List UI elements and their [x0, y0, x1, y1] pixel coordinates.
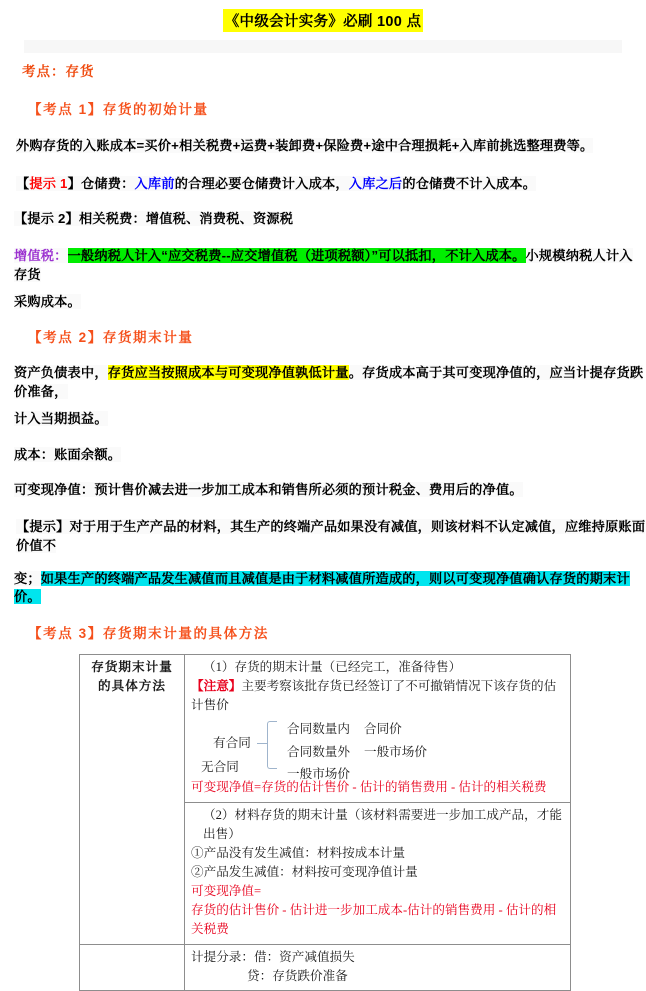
tip1-line — [16, 176, 536, 191]
nrv-definition: 可变现净值：预计售价减去进一步加工成本和销售所必须的预计税金、费用后的净值。 — [14, 482, 523, 498]
kd2-tip-line1: 【提示】对于用于生产产品的材料，其生产的终端产品如果没有减值，则该材料不认定减值，应维持原账面价值不 — [16, 519, 646, 553]
heading-kaodian-2: 【考点 2】存货期末计量 — [28, 330, 194, 346]
cost-definition: 成本：账面余额。 — [14, 446, 122, 462]
branch-label-with-contract: 有合同 — [213, 736, 251, 751]
table-cell-row3 — [185, 944, 571, 990]
row1-line1: （1）存货的期末计量（已经完工，准备待售） — [203, 660, 462, 675]
paragraph-cost-definition — [0, 446, 646, 465]
table-cell-row1 — [185, 655, 571, 803]
tip1-blue-a: 入库前 — [134, 175, 175, 191]
branch-row-1-right: 合同价 — [363, 722, 402, 737]
tip1-text-a: 仓储费： — [80, 175, 135, 191]
table-row-label-empty — [80, 944, 185, 990]
branch-row-2 — [287, 743, 427, 762]
row2-line5: 存货的估计售价 - 估计进一步加工成本-估计的销售费用 - 估计的相关税费 — [191, 903, 557, 937]
note-tag: 【注意】 — [191, 679, 242, 694]
row1-note — [191, 677, 564, 715]
decorative-band — [24, 40, 622, 53]
tip1-blue-b: 入库之后 — [348, 175, 403, 191]
branch-row-2-right: 一般市场价 — [363, 745, 427, 760]
brace-tick-icon — [257, 743, 267, 744]
vat-highlight: 一般纳税人计入“应交税费--应交增值税（进项税额）”可以抵扣，不计入成本。 — [67, 248, 526, 264]
tip1-bracket-open: 【 — [16, 175, 30, 191]
row1-formula: 可变现净值=存货的估计售价 - 估计的销售费用 - 估计的相关税费 — [191, 780, 547, 795]
table-cell-row2 — [185, 802, 571, 944]
document-title-wrap — [0, 0, 646, 32]
row2-line3: ②产品发生减值：材料按可变现净值计量 — [191, 865, 418, 879]
brace-icon — [267, 721, 277, 769]
kd2-line1 — [14, 365, 643, 399]
tip1-bracket-close: 】 — [67, 175, 81, 191]
paragraph-kd2-line1 — [0, 364, 646, 401]
vat-label: 增值税： — [14, 248, 68, 264]
branch-label-no-contract: 无合同 — [201, 760, 239, 775]
row2-line4: 可变现净值= — [191, 884, 262, 899]
kd2-tip-line2-pre: 变； — [14, 570, 41, 586]
row2-line2: ①产品没有发生减值：材料按成本计量 — [191, 845, 406, 860]
row3-line1: 计提分录：借：资产减值损失 — [191, 949, 355, 964]
paragraph-initial-cost — [0, 137, 646, 156]
heading-kaodian-1: 【考点 1】存货的初始计量 — [28, 102, 209, 117]
topic-label: 考点：存货 — [22, 64, 95, 79]
table-wrap — [79, 654, 646, 991]
tip1-text-b: 的合理必要仓储费计入成本， — [174, 175, 349, 191]
vat-line — [14, 248, 633, 282]
paragraph-nrv-definition — [0, 481, 646, 500]
table-row — [80, 655, 571, 803]
note-text: 主要考察该批存货已经签订了不可撤销情况下该存货的估计售价 — [191, 679, 557, 713]
kd2-line2: 计入当期损益。 — [14, 410, 108, 426]
vat-line2: 采购成本。 — [14, 293, 81, 309]
paragraph-kd2-tip-line2 — [0, 570, 646, 607]
branch-row-1 — [287, 720, 402, 739]
tip2-text: 【提示 2】相关税费：增值税、消费税、资源税 — [14, 211, 294, 227]
kd2-line1-highlight: 存货应当按照成本与可变现净值孰低计量 — [107, 365, 349, 381]
paragraph-kd2-line2 — [0, 410, 646, 429]
paragraph-vat-line2 — [0, 293, 646, 312]
inventory-measurement-table — [79, 654, 571, 991]
branch-row-2-left: 合同数量外 — [287, 745, 350, 760]
kd2-line1-pre: 资产负债表中， — [14, 365, 108, 381]
heading-kaodian-3: 【考点 3】存货期末计量的具体方法 — [28, 626, 269, 642]
tip1-text-c: 的仓储费不计入成本。 — [402, 175, 537, 191]
paragraph-tip-1 — [0, 175, 646, 194]
row-label-line-2: 的具体方法 — [98, 679, 166, 694]
page-title: 《中级会计实务》必刷 100 点 — [223, 9, 424, 32]
paragraph-tip-2 — [0, 210, 646, 229]
table-row-label — [80, 655, 185, 945]
paragraph-vat — [0, 247, 646, 284]
kd2-line1-post: 。存货成本高于其可变现净值的，应当计提存货跌价准备， — [14, 365, 644, 400]
contract-branch-diagram — [191, 716, 564, 782]
row2-line1: （2）材料存货的期末计量（该材料需要进一步加工成产品，才能出售） — [203, 807, 562, 841]
paragraph-kd2-tip-line1 — [0, 518, 646, 555]
row-label-line-1: 存货期末计量 — [91, 660, 173, 675]
kd2-tip-line2-highlight: 如果生产的终端产品发生减值而且减值是由于材料减值所造成的，则以可变现净值确认存货的期末计价。 — [14, 570, 630, 605]
tip1-label: 提示 1 — [29, 175, 68, 191]
kd2-tip-line2 — [14, 571, 630, 605]
initial-cost-text: 外购存货的入账成本=买价+相关税费+运费+装卸费+保险费+途中合理损耗+入库前挑选整理费等。 — [16, 138, 594, 153]
branch-row-3: 一般市场价 — [287, 767, 350, 782]
vat-tail: 小规模纳税人计入存货 — [14, 248, 633, 282]
branch-row-1-left: 合同数量内 — [287, 722, 350, 737]
table-row — [80, 944, 571, 990]
row3-line2: 贷：存货跌价准备 — [247, 968, 348, 983]
